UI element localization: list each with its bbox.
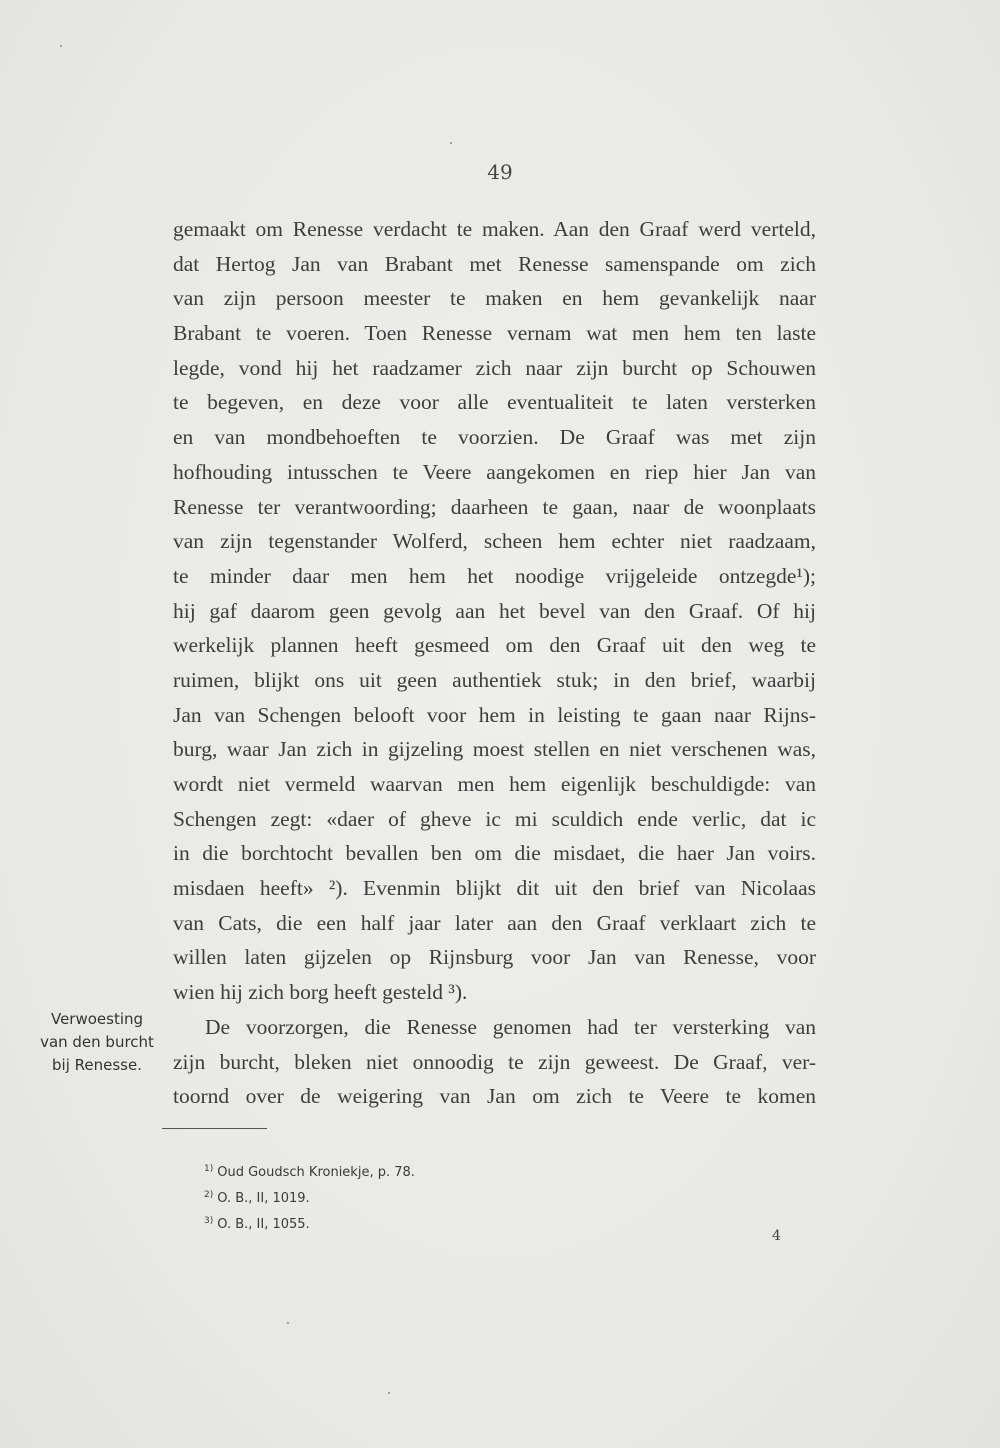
paragraph-end-line: wien hij zich borg heeft gesteld ³). xyxy=(173,980,468,1005)
body-line: te begeven, en deze voor alle eventualiteit te laten versterken xyxy=(173,390,816,415)
paragraph-start-line: De voorzorgen, die Renesse genomen had ter versterking van xyxy=(205,1014,816,1039)
body-line: misdaen heeft» ²). Evenmin blijkt dit uit den brief van Nicolaas xyxy=(173,876,816,901)
body-line: Renesse ter verantwoording; daarheen te gaan, naar de woonplaats xyxy=(173,494,816,519)
body-line: werkelijk plannen heeft gesmeed om den Graaf uit den weg te xyxy=(173,633,816,658)
body-line: in die borchtocht bevallen ben om die misdaet, die haer Jan voirs. xyxy=(173,841,816,866)
body-line: toornd over de weigering van Jan om zich te Veere te komen xyxy=(173,1084,816,1109)
body-line: willen laten gijzelen op Rijnsburg voor Jan van Renesse, voor xyxy=(173,945,816,970)
margin-note-line: Verwoesting xyxy=(50,1010,144,1028)
body-line: Brabant te voeren. Toen Renesse vernam wat men hem ten laste xyxy=(173,321,816,346)
body-line: gemaakt om Renesse verdacht te maken. Aan den Graaf werd verteld, xyxy=(173,217,816,241)
body-line: legde, vond hij het raadzamer zich naar zijn burcht op Schouwen xyxy=(173,355,816,380)
signature-mark: 4 xyxy=(772,1228,781,1244)
footnote-mark: 3) xyxy=(204,1216,214,1226)
body-line: en van mondbehoeften te voorzien. De Graaf was met zijn xyxy=(173,425,816,450)
footnote-mark: 1) xyxy=(204,1164,214,1174)
body-line: ruimen, blijkt ons uit geen authentiek stuk; in den brief, waarbij xyxy=(173,667,816,692)
margin-note xyxy=(22,1008,172,1077)
paper-speck xyxy=(287,1322,289,1324)
margin-note-line: bij Renesse. xyxy=(52,1056,142,1074)
body-line: burg, waar Jan zich in gijzeling moest stellen en niet verschenen was, xyxy=(173,737,816,762)
footnote xyxy=(204,1208,415,1234)
footnotes xyxy=(204,1156,415,1234)
footnote-mark: 2) xyxy=(204,1190,214,1200)
footnote xyxy=(204,1156,415,1182)
body-line: zijn burcht, bleken niet onnoodig te zijn geweest. De Graaf, ver- xyxy=(173,1049,816,1074)
body-line: Jan van Schengen belooft voor hem in leisting te gaan naar Rijns- xyxy=(173,702,816,727)
body-line: te minder daar men hem het noodige vrijgeleide ontzegde¹); xyxy=(173,563,816,588)
page-number: 49 xyxy=(487,160,513,184)
body-line: hij gaf daarom geen gevolg aan het bevel van den Graaf. Of hij xyxy=(173,598,816,623)
footnote-text: O. B., II, 1019. xyxy=(217,1191,310,1206)
footnote-text: Oud Goudsch Kroniekje, p. 78. xyxy=(217,1165,415,1180)
body-line: Schengen zegt: «daer of gheve ic mi sculdich ende verlic, dat ic xyxy=(173,806,816,831)
body-line: dat Hertog Jan van Brabant met Renesse samenspande om zich xyxy=(173,251,816,276)
paper-speck xyxy=(388,1392,390,1394)
margin-note-line: van den burcht xyxy=(40,1033,154,1051)
paper-speck xyxy=(450,142,452,144)
body-line: hofhouding intusschen te Veere aangekomen en riep hier Jan van xyxy=(173,459,816,484)
body-line: wordt niet vermeld waarvan men hem eigenlijk beschuldigde: van xyxy=(173,772,816,796)
paper-speck xyxy=(60,45,62,47)
footnote xyxy=(204,1182,415,1208)
body-line: van zijn tegenstander Wolferd, scheen hem echter niet raadzaam, xyxy=(173,529,816,554)
footnote-rule xyxy=(162,1128,267,1129)
body-line: van zijn persoon meester te maken en hem gevankelijk naar xyxy=(173,286,816,311)
body-line: van Cats, die een half jaar later aan den Graaf verklaart zich te xyxy=(173,910,816,935)
body-text xyxy=(173,212,816,1114)
footnote-text: O. B., II, 1055. xyxy=(217,1217,310,1232)
